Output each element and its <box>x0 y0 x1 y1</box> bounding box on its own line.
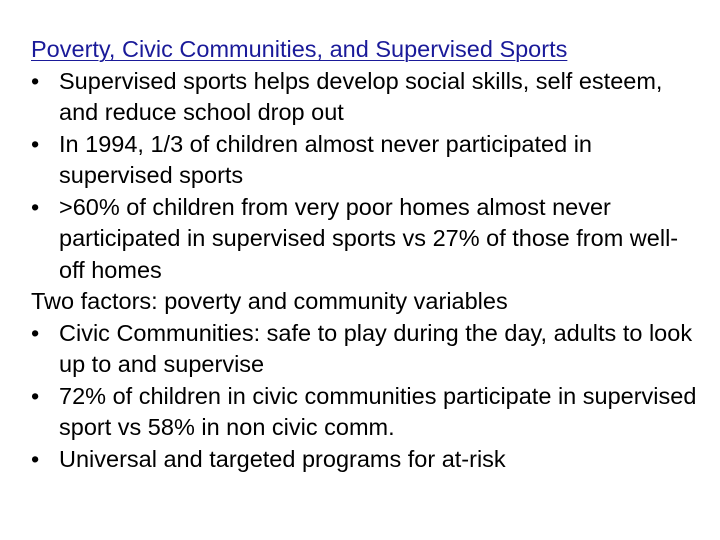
bullet-item <box>31 66 701 129</box>
bullet-icon: • <box>31 319 40 346</box>
bullet-text: Universal and targeted programs for at-risk <box>59 445 506 472</box>
bullet-item <box>31 318 701 381</box>
slide-subheading: Two factors: poverty and community variables <box>31 288 508 314</box>
bullet-text: In 1994, 1/3 of children almost never participated in supervised sports <box>59 130 592 188</box>
bullet-list-poverty <box>31 66 701 287</box>
bullet-text: 72% of children in civic communities participate in supervised sport vs 58% in non civic comm. <box>59 382 697 440</box>
bullet-icon: • <box>31 67 40 94</box>
slide-heading[interactable] <box>31 34 701 66</box>
bullet-item <box>31 444 701 476</box>
bullet-item <box>31 192 701 287</box>
bullet-icon: • <box>31 382 40 409</box>
bullet-text: Civic Communities: safe to play during the day, adults to look up to and supervise <box>59 319 693 377</box>
bullet-text: >60% of children from very poor homes almost never participated in supervised sports vs 27% of those from well-off homes <box>59 193 679 283</box>
bullet-icon: • <box>31 130 40 157</box>
bullet-item <box>31 381 701 444</box>
bullet-item <box>31 129 701 192</box>
bullet-text: Supervised sports helps develop social skills, self esteem, and reduce school drop out <box>59 67 663 125</box>
heading-link[interactable]: Poverty, Civic Communities, and Supervised Sports <box>31 36 568 62</box>
slide-content <box>31 34 701 475</box>
bullet-icon: • <box>31 193 40 220</box>
bullet-list-community <box>31 318 701 476</box>
bullet-icon: • <box>31 445 40 472</box>
